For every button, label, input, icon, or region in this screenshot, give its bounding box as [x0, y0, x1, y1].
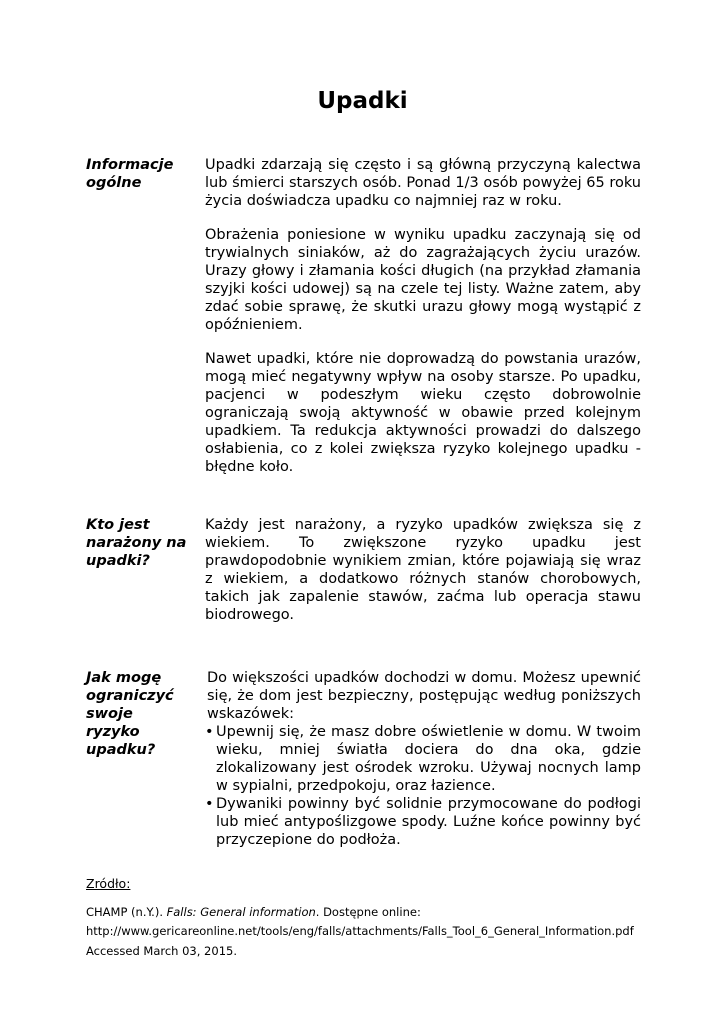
- list-item-text: Upewnij się, że masz dobre oświetlenie w domu. W twoim wieku, mniej światła dociera do dna oka, gdzie zlokalizowany jest ośrodek wzroku. Używaj nocnych lamp w sypialni, przedpokoju, oraz łazience.: [216, 724, 641, 794]
- paragraph: Każdy jest narażony, a ryzyko upadków zwiększa się z wiekiem. To zwiększone ryzyko upadku jest prawdopodobnie wynikiem zmian, które pojawiają się wraz z wiekiem, a dodatkowo różnych stanów chorobowych, takich jak zapalenie stawów, zaćma lub operacja stawu biodrowego.: [205, 517, 641, 623]
- list-item: [207, 723, 641, 795]
- tips-list: [207, 723, 641, 849]
- section-text-reduce-risk: [207, 669, 641, 849]
- section-text-general-info: [205, 156, 641, 492]
- source-url[interactable]: http://www.gericareonline.net/tools/eng/falls/attachments/Falls_Tool_6_General_Information.pdf: [86, 924, 634, 938]
- section-text-who-at-risk: [205, 516, 641, 640]
- paragraph: Nawet upadki, które nie doprowadzą do powstania urazów, mogą mieć negatywny wpływ na osoby starsze. Po upadku, pacjenci w podeszłym wieku często dobrowolnie ograniczają swoją aktywność w obawie przed kolejnym upadkiem. Ta redukcja aktywności prowadzi do dalszego osłabienia, co z kolei zwiększa ryzyko kolejnego upadku - błędne koło.: [205, 351, 641, 475]
- section-label-who-at-risk: Kto jest narażony na upadki?: [86, 517, 187, 569]
- paragraph: Do większości upadków dochodzi w domu. Możesz upewnić się, że dom jest bezpieczny, postępując według poniższych wskazówek:: [207, 670, 641, 722]
- paragraph: Obrażenia poniesione w wyniku upadku zaczynają się od trywialnych siniaków, aż do zagrażających życiu urazów. Urazy głowy i złamania kości długich (na przykład złamania szyjki kości udowej) są na czele tej listy. Ważne zatem, aby zdać sobie sprawę, że skutki urazu głowy mogą wystąpić z opóźnieniem.: [205, 227, 641, 333]
- list-item: [207, 795, 641, 849]
- section-label-reduce-risk: Jak mogę ograniczyć swoje ryzyko upadku?: [86, 670, 174, 758]
- source-accessed: Accessed March 03, 2015.: [86, 944, 237, 958]
- source-reference: [86, 905, 421, 919]
- ref-suffix: . Dostępne online:: [315, 905, 421, 919]
- ref-prefix: CHAMP (n.Y.).: [86, 905, 167, 919]
- ref-title: Falls: General information: [166, 905, 316, 919]
- page-title: Upadki: [317, 88, 408, 114]
- bullet-icon: •: [205, 724, 214, 740]
- section-label-general-info: Informacje ogólne: [86, 157, 174, 191]
- list-item-text: Dywaniki powinny być solidnie przymocowane do podłogi lub mieć antypoślizgowe spody. Luźne końce powinny być przyczepione do podłoża.: [216, 796, 641, 848]
- bullet-icon: •: [205, 796, 214, 812]
- source-label: Zródło:: [86, 876, 131, 891]
- paragraph: Upadki zdarzają się często i są główną przyczyną kalectwa lub śmierci starszych osób. Ponad 1/3 osób powyżej 65 roku życia doświadcza upadku co najmniej raz w roku.: [205, 157, 641, 209]
